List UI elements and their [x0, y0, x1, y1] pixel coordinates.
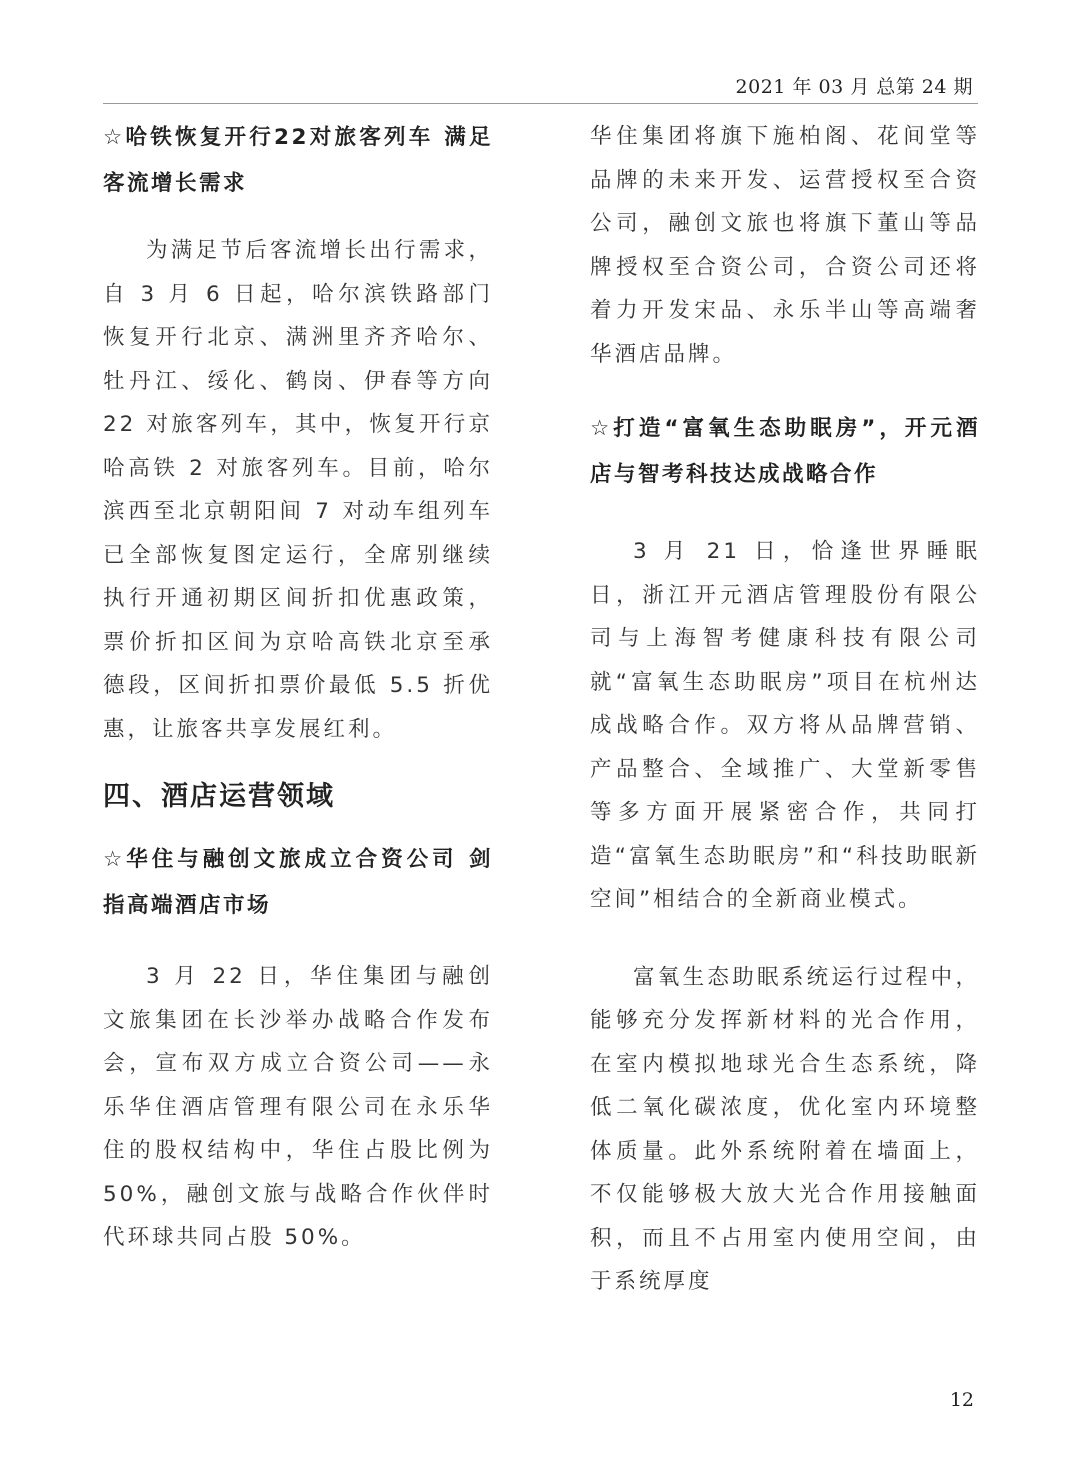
article-title-kaiyuan: ☆打造“富氧生态助眠房”，开元酒店与智考科技达成战略合作	[590, 416, 980, 487]
right-column	[590, 115, 980, 1304]
article-body-kaiyuan-2: 富氧生态助眠系统运行过程中，能够充分发挥新材料的光合作用，在室内模拟地球光合生态系统，降低二氧化碳浓度，优化室内环境整体质量。此外系统附着在墙面上，不仅能够极大放大光合作用接触面积，而且不占用室内使用空间，由于系统厚度	[590, 964, 980, 1294]
page-number: 12	[949, 1389, 974, 1411]
left-column	[103, 115, 493, 1260]
article-body-kaiyuan-1: 3 月 21 日，恰逢世界睡眠日，浙江开元酒店管理股份有限公司与上海智考健康科技有限公司就“富氧生态助眠房”项目在杭州达成战略合作。双方将从品牌营销、产品整合、全域推广、大堂新零售等多方面开展紧密合作，共同打造“富氧生态助眠房”和“科技助眠新空间”相结合的全新商业模式。	[590, 539, 980, 912]
article-title-railway: ☆哈铁恢复开行22对旅客列车 满足客流增长需求	[103, 125, 493, 196]
header-divider	[103, 103, 978, 104]
issue-header: 2021 年 03 月 总第 24 期	[735, 76, 973, 98]
section-title-hotel: 四、酒店运营领域	[103, 781, 335, 812]
article-body-huazhu: 3 月 22 日，华住集团与融创文旅集团在长沙举办战略合作发布会，宣布双方成立合资公司——永乐华住酒店管理有限公司在永乐华住的股权结构中，华住占股比例为 50%，融创文旅与战略合作伙伴时代环球共同占股 50%。	[103, 964, 493, 1250]
article-title-huazhu: ☆华住与融创文旅成立合资公司 剑指高端酒店市场	[103, 847, 493, 918]
article-body-railway: 为满足节后客流增长出行需求，自 3 月 6 日起，哈尔滨铁路部门恢复开行北京、满洲里齐齐哈尔、牡丹江、绥化、鹤岗、伊春等方向 22 对旅客列车，其中，恢复开行京哈高铁 2 对旅客列车。目前，哈尔滨西至北京朝阳间 7 对动车组列车已全部恢复图定运行，全席别继续执行开通初期区间折扣优惠政策，票价折扣区间为京哈高铁北京至承德段，区间折扣票价最低 5.5 折优惠，让旅客共享发展红利。	[103, 238, 493, 742]
article-body-huazhu-continued: 华住集团将旗下施柏阁、花间堂等品牌的未来开发、运营授权至合资公司，融创文旅也将旗下董山等品牌授权至合资公司，合资公司还将着力开发宋品、永乐半山等高端奢华酒店品牌。	[590, 124, 980, 367]
